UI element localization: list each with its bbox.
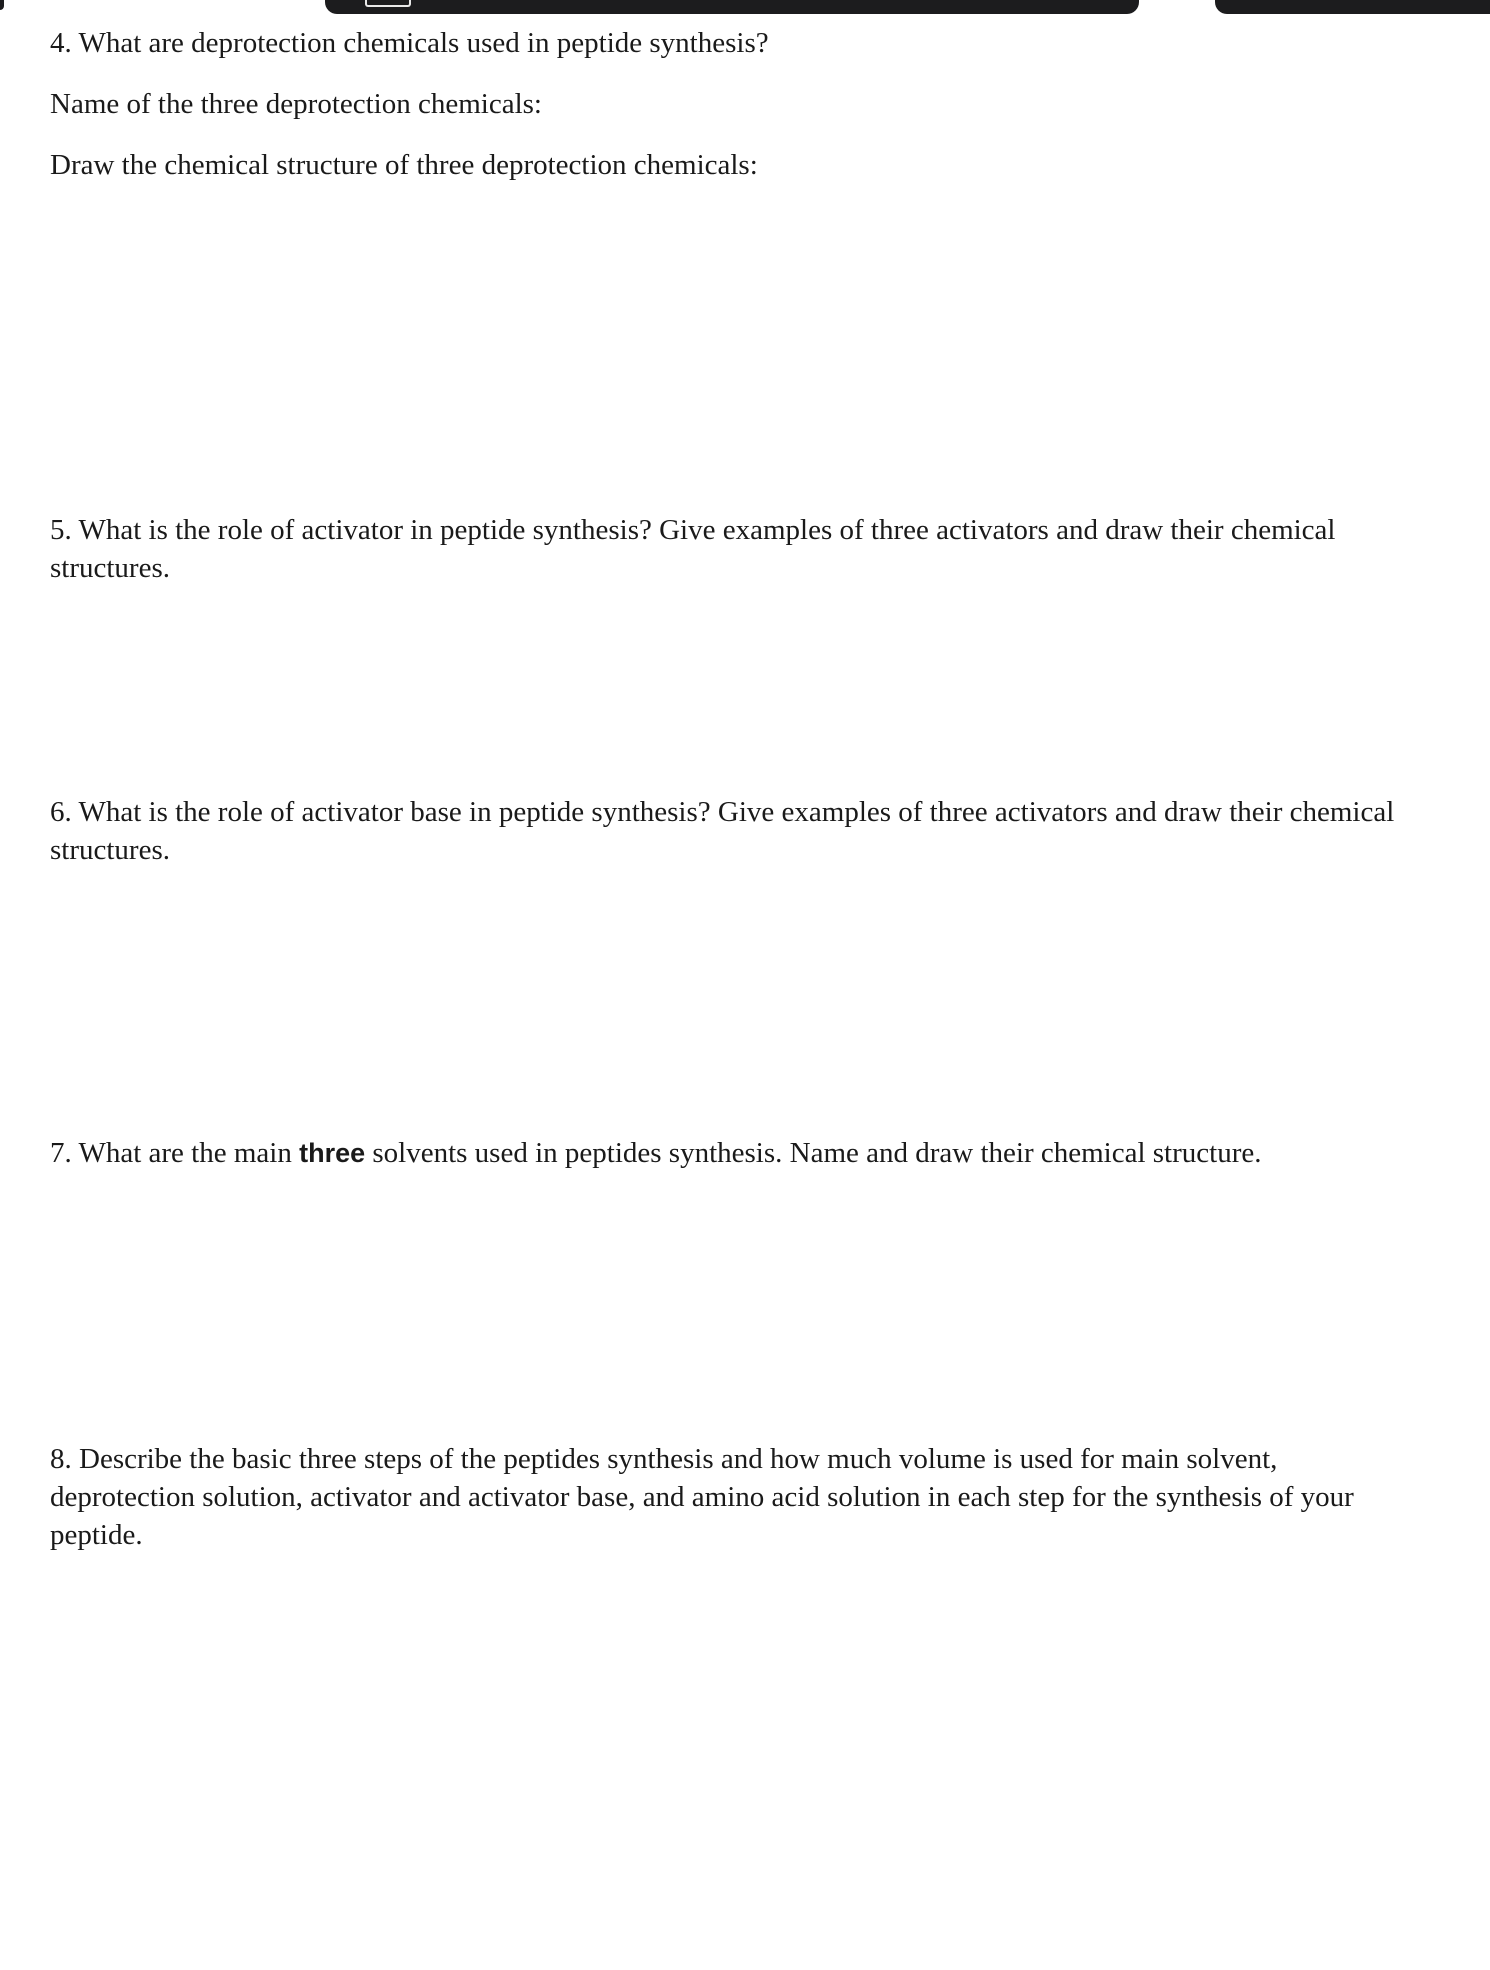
question-7-prefix: 7. What are the main — [50, 1137, 300, 1169]
question-7-suffix: solvents used in peptides synthesis. Name and draw their chemical structure. — [365, 1137, 1262, 1169]
question-4-names-prompt: Name of the three deprotection chemicals: — [50, 88, 542, 120]
question-4-title: 4. What are deprotection chemicals used in peptide synthesis? — [50, 27, 769, 59]
question-4-draw-prompt: Draw the chemical structure of three deprotection chemicals: — [50, 149, 758, 181]
window-edge-marker — [0, 0, 4, 10]
question-5-answer-space — [50, 600, 1410, 780]
question-4-answer-space — [50, 200, 1410, 500]
top-right-toolbar[interactable] — [1215, 0, 1490, 14]
question-7-text — [50, 1134, 1261, 1172]
question-6-text: 6. What is the role of activator base in peptide synthesis? Give examples of three activators and draw their chemical structures. — [50, 796, 1395, 866]
question-8-text: 8. Describe the basic three steps of the peptides synthesis and how much volume is used for main solvent, deprotection solution, activator and activator base, and amino acid solution in each step for the synthesis of your peptide. — [50, 1443, 1354, 1551]
question-7-emphasis: three — [299, 1138, 366, 1168]
question-7-answer-space — [50, 1190, 1410, 1430]
top-toolbar[interactable] — [325, 0, 1139, 14]
question-5-text: 5. What is the role of activator in peptide synthesis? Give examples of three activators and draw their chemical structures. — [50, 514, 1336, 584]
toolbar-handle[interactable] — [365, 0, 411, 7]
question-6-answer-space — [50, 880, 1410, 1120]
question-8-answer-space — [50, 1570, 1410, 1950]
